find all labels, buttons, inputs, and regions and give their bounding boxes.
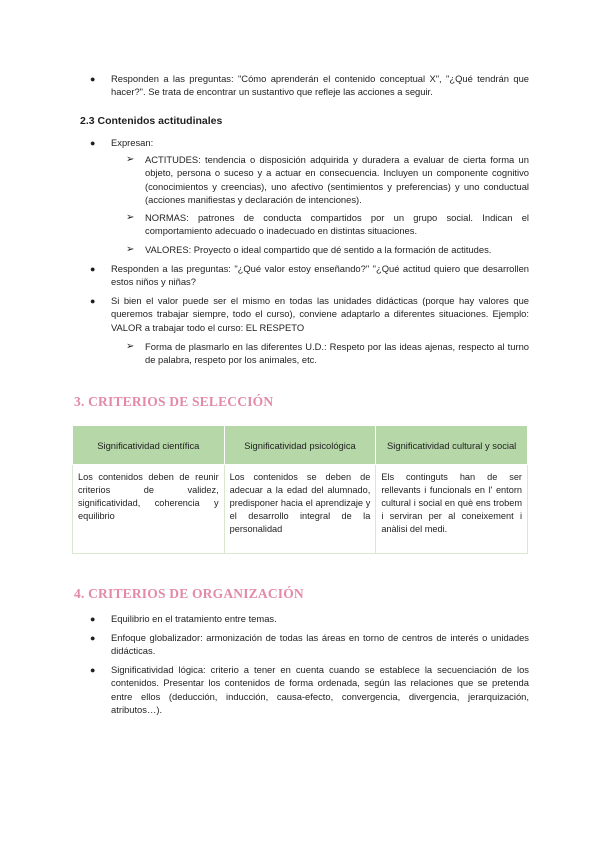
table-header-cultural: Significatividad cultural y social	[376, 426, 528, 465]
arrow-bullet-icon: ➢	[126, 212, 135, 223]
table-cell-cultural: Els continguts han de ser rellevants i funcionals en l' entorn cultural i social en què ens trobem i serviran per al coneixement i anàlisi del medi.	[376, 465, 528, 554]
section-3-title: 3. CRITERIOS DE SELECCIÓN	[74, 394, 274, 409]
actitudes-text: ACTITUDES: tendencia o disposición adquirida y duradera a evaluar de cierta forma un objeto, persona o suceso y a actuar en consecuencia. Incluyen un componente cognitivo (conocimientos y creencias), uno afectivo (sentimientos y preferencias) y uno conductual (acciones manifiestas y declaración de intenciones).	[145, 154, 529, 205]
valores-text: VALORES: Proyecto o ideal compartido que dé sentido a la formación de actitudes.	[145, 244, 492, 255]
bullet-icon: ●	[90, 296, 96, 306]
table-header-psicologica: Significatividad psicológica	[224, 426, 376, 465]
enfoque-globalizador-text: Enfoque globalizador: armonización de todas las áreas en torno de centros de interés o unidades didácticas.	[111, 632, 529, 657]
table-header-row	[73, 426, 528, 465]
table-cell-cientifica: Los contenidos deben de reunir criterios de validez, significatividad, coherencia y equilibrio	[73, 465, 225, 554]
equilibrio-text: Equilibrio en el tratamiento entre temas.	[111, 613, 277, 624]
plasmarlo-text: Forma de plasmarlo en las diferentes U.D.: Respeto por las ideas ajenas, respecto al turno de palabra, respeto por los animales, etc.	[145, 341, 529, 366]
section-2-3-title: 2.3 Contenidos actitudinales	[80, 115, 223, 127]
bullet-icon: ●	[90, 665, 96, 675]
table-cell-psicologica: Los contenidos se deben de adecuar a la edad del alumnado, predisponer hacia el aprendizaje y el desarrollo integral de la personalidad	[224, 465, 376, 554]
arrow-bullet-icon: ➢	[126, 341, 135, 352]
section-4-title: 4. CRITERIOS DE ORGANIZACIÓN	[74, 586, 304, 601]
arrow-bullet-icon: ➢	[126, 154, 135, 165]
top-bullet-text: Responden a las preguntas: "Cómo aprenderán el contenido conceptual X", "¿Qué tendrán que hacer?". Se trata de encontrar un sustantivo que refleje las acciones a seguir.	[111, 73, 529, 98]
bullet-icon: ●	[90, 614, 96, 624]
significatividad-logica-text: Significatividad lógica: criterio a tener en cuenta cuando se establece la secuenciación de los contenidos. Presentar los contenidos de forma ordenada, según las relaciones que se pretenda entre ellos (deducción, inducción, causa-efecto, convergencia, divergencia, jerarquización, atributos…).	[111, 664, 529, 715]
bullet-icon: ●	[90, 74, 96, 84]
bullet-icon: ●	[90, 264, 96, 274]
normas-text: NORMAS: patrones de conducta compartidos por un grupo social. Indican el comportamiento adecuado o inadecuado en distintas situaciones.	[145, 212, 529, 237]
table-row	[73, 465, 528, 554]
bullet-icon: ●	[90, 138, 96, 148]
si-bien-text: Si bien el valor puede ser el mismo en todas las unidades didácticas (porque hay valores que queremos trabajar siempre, todo el curso), conviene adaptarlo a diferentes situaciones. Ejemplo: VALOR a trabajar todo el curso: EL RESPETO	[111, 295, 529, 333]
criterios-seleccion-table	[72, 425, 528, 554]
table-header-cientifica: Significatividad científica	[73, 426, 225, 465]
arrow-bullet-icon: ➢	[126, 244, 135, 255]
expresan-label: Expresan:	[111, 137, 154, 148]
bullet-icon: ●	[90, 633, 96, 643]
preguntas-actitud-text: Responden a las preguntas: "¿Qué valor estoy enseñando?" "¿Qué actitud quiero que desarrollen estos niños y niñas?	[111, 263, 529, 288]
